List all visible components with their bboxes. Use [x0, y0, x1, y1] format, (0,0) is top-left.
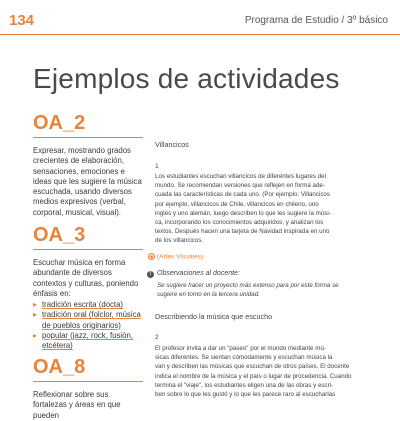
body-line: inglés y uno alemán, luego describen lo que les sugiere la músi- — [155, 209, 331, 217]
observation-line: sugiere en torno en la tercera unidad. — [157, 291, 260, 299]
objective-text: Expresar, mostrando grados crecientes de elaboración, sensaciones, emociones e ideas que les sugiere la música escuchada, usando diversos medios expresivos (verbal, corporal, musical, visual). — [33, 146, 142, 217]
info-icon: ! — [147, 271, 154, 278]
running-head-text: Programa de Estudio / 3º básico — [244, 15, 388, 26]
body-line: mundo. Se recomiendan versiones que reflejen en forma ade- — [155, 182, 325, 190]
activity-title: Describiendo la música que escucho — [155, 312, 273, 321]
body-line: textos. Después hacen una tarjeta de Navidad inspirada en uno — [155, 228, 330, 236]
list-item — [33, 300, 143, 310]
body-line: sicas diferentes. Se sientan cómodamente y escuchan música la — [155, 354, 333, 362]
body-line: ben sobre lo que les gustó y lo que les parece raro al escucharlas — [155, 391, 336, 399]
objective-code: OA_2 — [33, 112, 143, 138]
objective-oa3 — [33, 224, 143, 352]
page-number: 134 — [9, 12, 35, 29]
body-line: Los estudiantes escuchan villancicos de diferentes lugares del — [155, 173, 326, 180]
activity-body — [155, 344, 391, 399]
objective-code: OA_8 — [33, 356, 143, 382]
observation-line: Se sugiere hacer un proyecto más extenso para por este forma se — [157, 282, 339, 289]
objective-text: Reflexionar sobre sus fortalezas y áreas en que pueden — [33, 390, 121, 420]
running-head — [0, 15, 390, 27]
body-line: ca, incorporando los conocimientos adquiridos, y analizan los — [155, 219, 324, 227]
list-item-link[interactable]: tradición escrita (docta) — [42, 300, 124, 310]
observation-text — [157, 281, 391, 299]
body-line: cuada las características de cada uno. (Por ejemplo: Villancicos — [155, 191, 330, 199]
body-line: indica el nombre de la música y el país o lugar de procedencia. Cuando — [155, 372, 352, 380]
objective-oa8 — [33, 356, 143, 421]
objective-intro: Escuchar música en forma abundante de diversos contextos y culturas, poniendo énfasis en: — [33, 258, 139, 298]
body-line: termina el "viaje", los estudiantes eligen una de las obras y escri- — [155, 381, 334, 389]
objective-oa2 — [33, 112, 143, 218]
cross-link-label[interactable]: (Artes Visuales) — [156, 253, 204, 261]
arts-icon: ◉ — [149, 254, 154, 260]
activity-body — [155, 172, 391, 246]
list-item-link[interactable]: tradición oral (folclor, música de pueblos originarios) — [42, 310, 141, 330]
activity-title: Villancicos — [155, 140, 189, 149]
page-title: Ejemplos de actividades — [33, 63, 340, 94]
body-line: de los villancicos. — [155, 237, 204, 245]
objective-code: OA_3 — [33, 224, 143, 250]
activity-number: 1 — [155, 163, 159, 170]
objective-list — [33, 300, 143, 351]
body-line: van y describen las músicas que escuchan de otros países. El docente — [155, 363, 350, 371]
list-item — [33, 331, 143, 352]
list-item — [33, 310, 143, 331]
header-rule — [0, 34, 400, 35]
body-line: El profesor invita a dar un "paseo" por el mundo mediante mú- — [155, 345, 326, 352]
list-item-link[interactable]: popular (jazz, rock, fusión, etcétera) — [42, 331, 134, 351]
body-line: por ejemplo, villancicos de Chile, villancicos en chileno, uno — [155, 200, 319, 208]
observation-label: Observaciones al docente: — [157, 270, 240, 277]
activity-number: 2 — [155, 334, 159, 341]
cross-link[interactable] — [148, 253, 203, 260]
